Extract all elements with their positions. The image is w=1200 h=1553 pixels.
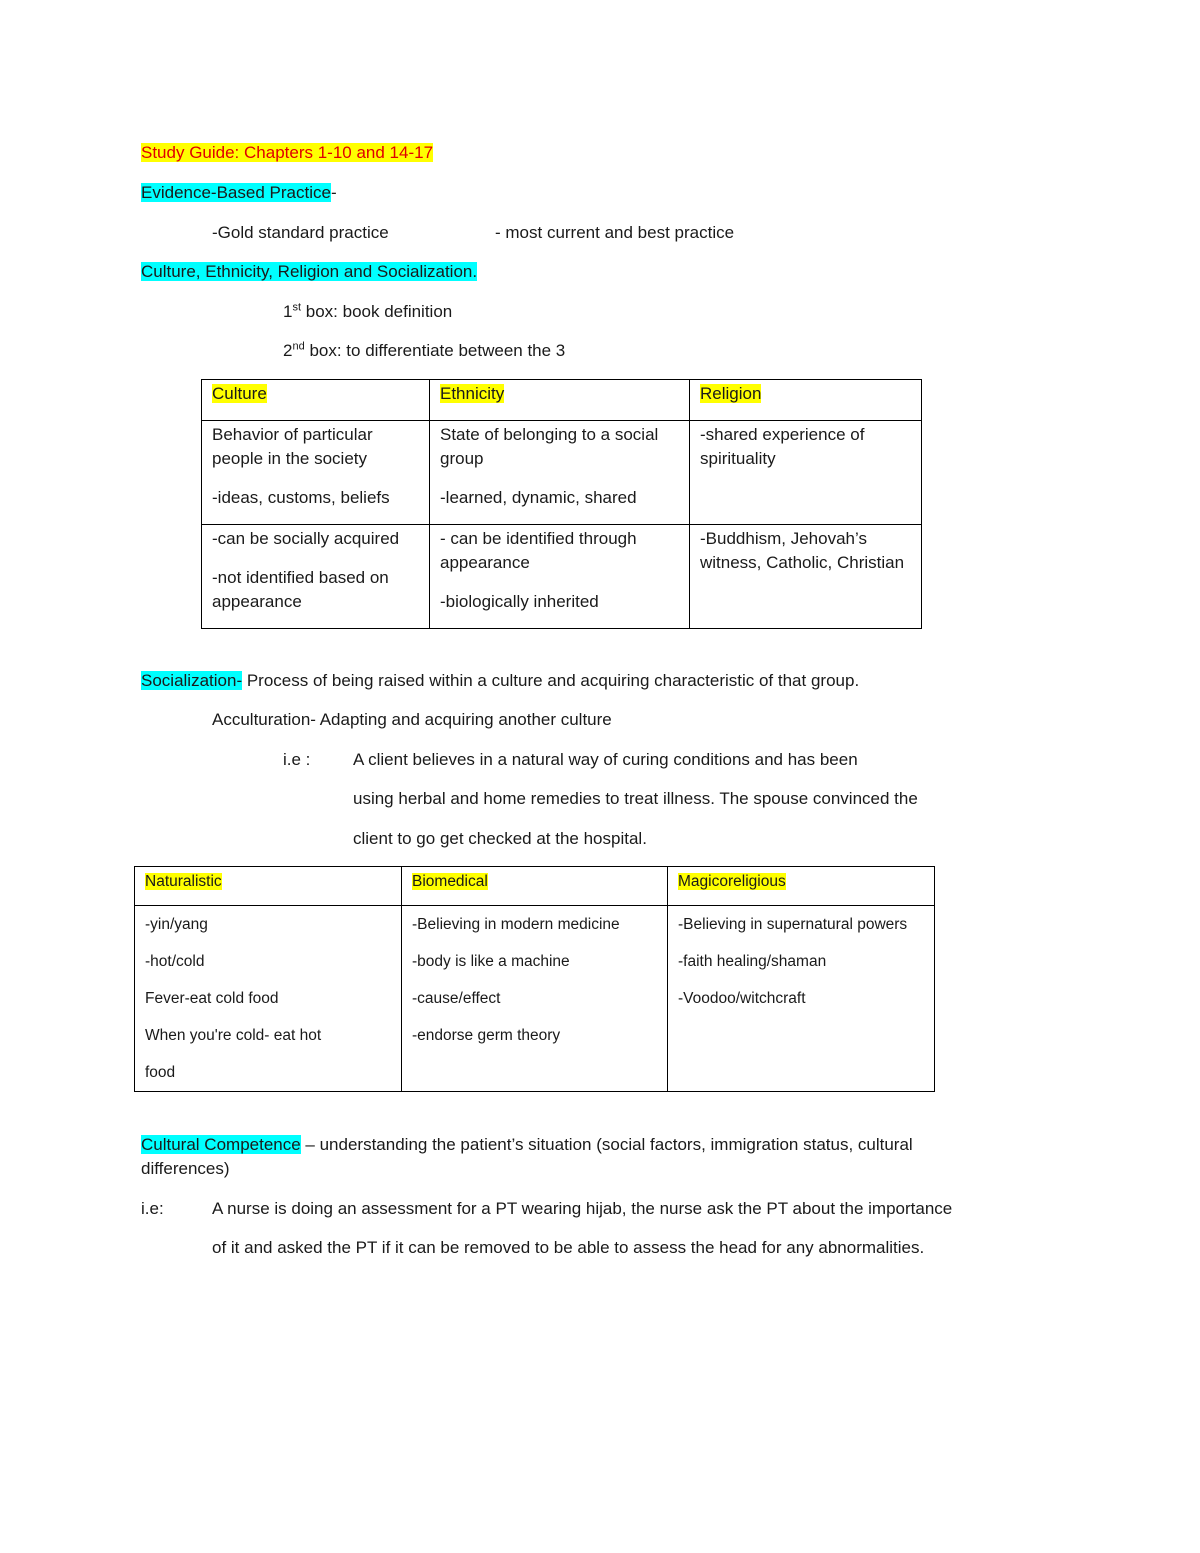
socialization-definition: Socialization- Process of being raised within a culture and acquiring characteristic of that group. — [141, 671, 860, 690]
header-religion: Religion — [690, 380, 922, 421]
header-ethnicity: Ethnicity — [430, 380, 690, 421]
table-cell: Behavior of particular people in the society -ideas, customs, beliefs — [202, 421, 430, 525]
table-cell: -yin/yang -hot/cold Fever-eat cold food When you're cold- eat hot food — [135, 906, 402, 1092]
ebp-point-gold: -Gold standard practice — [212, 223, 389, 242]
table-cell: -shared experience of spirituality — [690, 421, 922, 525]
table-row — [135, 906, 935, 1092]
culture-section-heading: Culture, Ethnicity, Religion and Socialization. — [141, 262, 478, 281]
page-title: Study Guide: Chapters 1-10 and 14-17 — [141, 143, 434, 162]
example-line: of it and asked the PT if it can be removed to be able to assess the head for any abnormalities. — [212, 1238, 925, 1257]
ie-label: i.e : — [283, 750, 311, 769]
table-cell: -Believing in modern medicine -body is like a machine -cause/effect -endorse germ theory — [402, 906, 668, 1092]
example-line: using herbal and home remedies to treat illness. The spouse convinced the — [353, 789, 918, 808]
box1-note: 1st box: book definition — [283, 301, 453, 321]
ebp-heading: Evidence-Based Practice- — [141, 183, 337, 202]
header-naturalistic: Naturalistic — [135, 867, 402, 906]
cultural-competence-definition: Cultural Competence – understanding the patient’s situation (social factors, immigration status, cultural — [141, 1135, 913, 1154]
header-magicoreligious: Magicoreligious — [668, 867, 935, 906]
table-header-row — [202, 380, 922, 421]
table-cell: -Buddhism, Jehovah’s witness, Catholic, Christian — [690, 525, 922, 629]
cultural-competence-definition-cont: differences) — [141, 1159, 230, 1178]
ie-label: i.e: — [141, 1199, 164, 1218]
culture-ethnicity-religion-table — [201, 379, 922, 629]
ebp-point-current: - most current and best practice — [495, 223, 735, 242]
health-beliefs-table — [134, 866, 935, 1092]
box2-note: 2nd box: to differentiate between the 3 — [283, 340, 566, 360]
header-culture: Culture — [202, 380, 430, 421]
example-line: A nurse is doing an assessment for a PT wearing hijab, the nurse ask the PT about the importance — [212, 1199, 953, 1218]
table-row — [202, 525, 922, 629]
example-line: client to go get checked at the hospital. — [353, 829, 647, 848]
example-line: A client believes in a natural way of curing conditions and has been — [353, 750, 858, 769]
table-cell: - can be identified through appearance -biologically inherited — [430, 525, 690, 629]
table-cell: -can be socially acquired -not identified based on appearance — [202, 525, 430, 629]
table-header-row — [135, 867, 935, 906]
header-biomedical: Biomedical — [402, 867, 668, 906]
table-row — [202, 421, 922, 525]
ebp-heading-text: Evidence-Based Practice — [141, 183, 331, 202]
table-cell: State of belonging to a social group -learned, dynamic, shared — [430, 421, 690, 525]
acculturation-definition: Acculturation- Adapting and acquiring another culture — [212, 710, 612, 729]
table-cell: -Believing in supernatural powers -faith healing/shaman -Voodoo/witchcraft — [668, 906, 935, 1092]
